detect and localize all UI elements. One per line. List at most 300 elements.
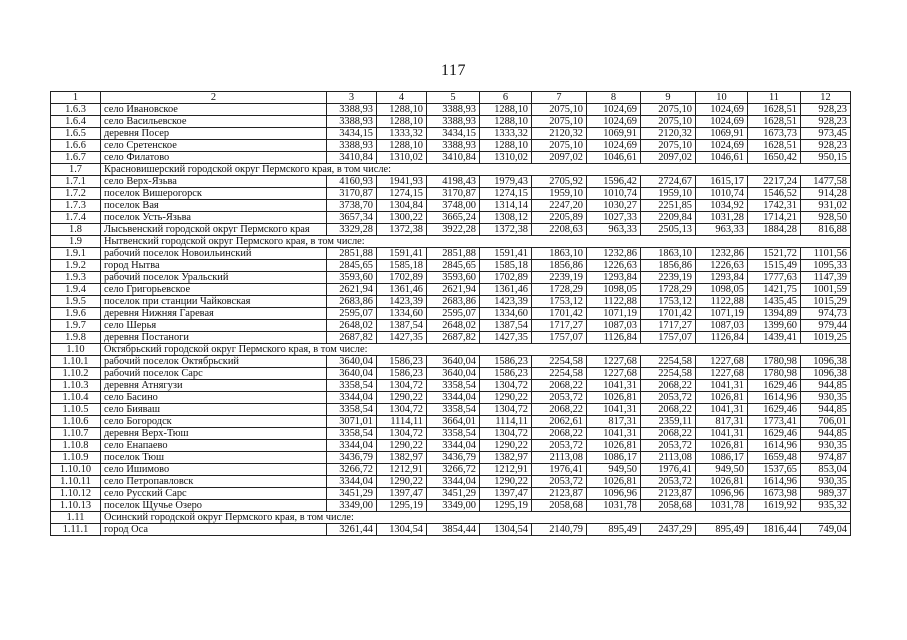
settlement-name: деревня Нижняя Гаревая: [101, 308, 327, 320]
value-cell-col-12: 928,23: [801, 104, 851, 116]
value-cell-col-12: 979,44: [801, 320, 851, 332]
settlement-name: Лысьвенский городской округ Пермского края: [101, 224, 327, 236]
value-cell-col-9: 2053,72: [641, 440, 696, 452]
value-cell-col-5: 3344,04: [427, 476, 480, 488]
value-cell-col-11: 1399,60: [748, 320, 801, 332]
value-cell-col-3: 3640,04: [327, 356, 377, 368]
value-cell-col-9: 1976,41: [641, 464, 696, 476]
settlement-name: село Ишимово: [101, 464, 327, 476]
table-row: [51, 332, 851, 344]
value-cell-col-5: 3344,04: [427, 392, 480, 404]
value-cell-col-7: 2075,10: [532, 116, 587, 128]
value-cell-col-12: 930,35: [801, 476, 851, 488]
row-code: 1.10.1: [51, 356, 101, 368]
value-cell-col-6: 1586,23: [480, 356, 532, 368]
value-cell-col-7: 2123,87: [532, 488, 587, 500]
row-code: 1.11: [51, 512, 101, 524]
value-cell-col-10: 1126,84: [696, 332, 748, 344]
value-cell-col-12: 853,04: [801, 464, 851, 476]
value-cell-col-3: 3388,93: [327, 104, 377, 116]
value-cell-col-4: 1586,23: [377, 356, 427, 368]
value-cell-col-7: 2239,19: [532, 272, 587, 284]
column-number-1: 1: [51, 92, 101, 104]
value-cell-col-5: 3266,72: [427, 464, 480, 476]
value-cell-col-5: 2621,94: [427, 284, 480, 296]
row-code: 1.6.5: [51, 128, 101, 140]
value-cell-col-12: 1096,38: [801, 356, 851, 368]
value-cell-col-9: 2120,32: [641, 128, 696, 140]
table-row: [51, 488, 851, 500]
value-cell-col-12: 973,45: [801, 128, 851, 140]
value-cell-col-7: 2120,32: [532, 128, 587, 140]
value-cell-col-6: 1314,14: [480, 200, 532, 212]
value-cell-col-7: 1728,29: [532, 284, 587, 296]
value-cell-col-9: 1717,27: [641, 320, 696, 332]
value-cell-col-7: 2068,22: [532, 404, 587, 416]
value-cell-col-6: 1288,10: [480, 104, 532, 116]
value-cell-col-6: 1427,35: [480, 332, 532, 344]
settlement-name: село Шерья: [101, 320, 327, 332]
row-code: 1.10: [51, 344, 101, 356]
value-cell-col-8: 949,50: [587, 464, 641, 476]
column-number-12: 12: [801, 92, 851, 104]
value-cell-col-4: 1300,22: [377, 212, 427, 224]
section-row: [51, 236, 851, 248]
value-cell-col-8: 1027,33: [587, 212, 641, 224]
value-cell-col-7: 2705,92: [532, 176, 587, 188]
column-number-row: [51, 92, 851, 104]
value-cell-col-11: 1629,46: [748, 380, 801, 392]
value-cell-col-8: 1086,17: [587, 452, 641, 464]
value-cell-col-10: 1293,84: [696, 272, 748, 284]
value-cell-col-12: 706,01: [801, 416, 851, 428]
value-cell-col-6: 1361,46: [480, 284, 532, 296]
value-cell-col-8: 1293,84: [587, 272, 641, 284]
row-code: 1.7: [51, 164, 101, 176]
value-cell-col-8: 1031,78: [587, 500, 641, 512]
section-title: Октябрьский городской округ Пермского края, в том числе:: [101, 344, 851, 356]
value-cell-col-12: 816,88: [801, 224, 851, 236]
row-code: 1.9.3: [51, 272, 101, 284]
value-cell-col-4: 1290,22: [377, 440, 427, 452]
settlement-name: поселок Тюш: [101, 452, 327, 464]
value-cell-col-12: 974,87: [801, 452, 851, 464]
value-cell-col-5: 3664,01: [427, 416, 480, 428]
row-code: 1.9.6: [51, 308, 101, 320]
row-code: 1.6.6: [51, 140, 101, 152]
value-cell-col-12: 1147,39: [801, 272, 851, 284]
value-cell-col-8: 1227,68: [587, 368, 641, 380]
value-cell-col-11: 1628,51: [748, 104, 801, 116]
value-cell-col-3: 3358,54: [327, 404, 377, 416]
value-cell-col-8: 1226,63: [587, 260, 641, 272]
value-cell-col-9: 1701,42: [641, 308, 696, 320]
table-row: [51, 116, 851, 128]
value-cell-col-7: 1863,10: [532, 248, 587, 260]
value-cell-col-5: 3854,44: [427, 524, 480, 536]
value-cell-col-5: 3748,00: [427, 200, 480, 212]
value-cell-col-4: 1397,47: [377, 488, 427, 500]
value-cell-col-9: 2068,22: [641, 404, 696, 416]
value-cell-col-6: 1295,19: [480, 500, 532, 512]
value-cell-col-9: 2724,67: [641, 176, 696, 188]
value-cell-col-4: 1361,46: [377, 284, 427, 296]
value-cell-col-8: 1227,68: [587, 356, 641, 368]
value-cell-col-12: 974,73: [801, 308, 851, 320]
value-cell-col-8: 1041,31: [587, 404, 641, 416]
value-cell-col-4: 1304,54: [377, 524, 427, 536]
value-cell-col-5: 2595,07: [427, 308, 480, 320]
value-cell-col-5: 2851,88: [427, 248, 480, 260]
value-cell-col-8: 1098,05: [587, 284, 641, 296]
settlement-name: деревня Атнягузи: [101, 380, 327, 392]
value-cell-col-11: 1742,31: [748, 200, 801, 212]
settlement-name: село Верх-Язьва: [101, 176, 327, 188]
value-cell-col-12: 1096,38: [801, 368, 851, 380]
value-cell-col-8: 1024,69: [587, 104, 641, 116]
value-cell-col-10: 1046,61: [696, 152, 748, 164]
row-code: 1.10.8: [51, 440, 101, 452]
settlement-name: рабочий поселок Сарс: [101, 368, 327, 380]
table-row: [51, 200, 851, 212]
value-cell-col-10: 1098,05: [696, 284, 748, 296]
settlement-name: село Ивановское: [101, 104, 327, 116]
value-cell-col-7: 2254,58: [532, 368, 587, 380]
value-cell-col-3: 3344,04: [327, 392, 377, 404]
value-cell-col-6: 1334,60: [480, 308, 532, 320]
column-number-10: 10: [696, 92, 748, 104]
value-cell-col-10: 1615,17: [696, 176, 748, 188]
value-cell-col-11: 1780,98: [748, 356, 801, 368]
value-cell-col-7: 2062,61: [532, 416, 587, 428]
table-row: [51, 224, 851, 236]
value-cell-col-3: 3170,87: [327, 188, 377, 200]
value-cell-col-3: 2687,82: [327, 332, 377, 344]
value-cell-col-7: 1717,27: [532, 320, 587, 332]
value-cell-col-5: 3640,04: [427, 356, 480, 368]
value-cell-col-3: 2683,86: [327, 296, 377, 308]
value-cell-col-11: 1816,44: [748, 524, 801, 536]
value-cell-col-11: 1780,98: [748, 368, 801, 380]
value-cell-col-8: 1122,88: [587, 296, 641, 308]
table-row: [51, 104, 851, 116]
settlement-name: село Васильевское: [101, 116, 327, 128]
value-cell-col-11: 1628,51: [748, 140, 801, 152]
section-title: Красновишерский городской округ Пермского края, в том числе:: [101, 164, 851, 176]
value-cell-col-12: 1095,33: [801, 260, 851, 272]
value-cell-col-10: 1041,31: [696, 404, 748, 416]
value-cell-col-7: 2053,72: [532, 476, 587, 488]
value-cell-col-10: 1227,68: [696, 356, 748, 368]
value-cell-col-10: 1010,74: [696, 188, 748, 200]
value-cell-col-10: 1031,28: [696, 212, 748, 224]
table-row: [51, 440, 851, 452]
row-code: 1.6.3: [51, 104, 101, 116]
settlement-name: деревня Постаноги: [101, 332, 327, 344]
value-cell-col-6: 1212,91: [480, 464, 532, 476]
value-cell-col-5: 3358,54: [427, 380, 480, 392]
table-row: [51, 152, 851, 164]
value-cell-col-3: 2648,02: [327, 320, 377, 332]
value-cell-col-4: 1304,72: [377, 380, 427, 392]
row-code: 1.10.10: [51, 464, 101, 476]
settlement-name: поселок Вая: [101, 200, 327, 212]
value-cell-col-12: 1019,25: [801, 332, 851, 344]
value-cell-col-10: 1041,31: [696, 428, 748, 440]
column-number-2: 2: [101, 92, 327, 104]
row-code: 1.7.1: [51, 176, 101, 188]
value-cell-col-7: 2075,10: [532, 104, 587, 116]
value-cell-col-6: 1372,38: [480, 224, 532, 236]
settlement-name: поселок Щучье Озеро: [101, 500, 327, 512]
table-row: [51, 272, 851, 284]
value-cell-col-12: 931,02: [801, 200, 851, 212]
value-cell-col-6: 1274,15: [480, 188, 532, 200]
value-cell-col-11: 1614,96: [748, 476, 801, 488]
value-cell-col-5: 3451,29: [427, 488, 480, 500]
value-cell-col-8: 817,31: [587, 416, 641, 428]
value-cell-col-3: 3349,00: [327, 500, 377, 512]
value-cell-col-3: 3410,84: [327, 152, 377, 164]
value-cell-col-3: 2621,94: [327, 284, 377, 296]
value-cell-col-12: 1015,29: [801, 296, 851, 308]
value-cell-col-7: 2247,20: [532, 200, 587, 212]
value-cell-col-3: 4160,93: [327, 176, 377, 188]
value-cell-col-6: 1308,12: [480, 212, 532, 224]
value-cell-col-10: 1122,88: [696, 296, 748, 308]
value-cell-col-3: 3358,54: [327, 380, 377, 392]
value-cell-col-10: 1031,78: [696, 500, 748, 512]
value-cell-col-5: 3593,60: [427, 272, 480, 284]
value-cell-col-4: 1591,41: [377, 248, 427, 260]
value-cell-col-7: 2113,08: [532, 452, 587, 464]
value-cell-col-9: 2254,58: [641, 368, 696, 380]
settlement-name: село Филатово: [101, 152, 327, 164]
value-cell-col-4: 1310,02: [377, 152, 427, 164]
value-cell-col-11: 1884,28: [748, 224, 801, 236]
value-cell-col-12: 944,85: [801, 380, 851, 392]
value-cell-col-7: 2097,02: [532, 152, 587, 164]
value-cell-col-3: 2845,65: [327, 260, 377, 272]
row-code: 1.9.5: [51, 296, 101, 308]
value-cell-col-3: 3434,15: [327, 128, 377, 140]
settlement-name: село Петропавловск: [101, 476, 327, 488]
value-cell-col-10: 1026,81: [696, 392, 748, 404]
value-cell-col-9: 1757,07: [641, 332, 696, 344]
value-cell-col-4: 1304,72: [377, 404, 427, 416]
value-cell-col-4: 1387,54: [377, 320, 427, 332]
value-cell-col-11: 1619,92: [748, 500, 801, 512]
value-cell-col-12: 1001,59: [801, 284, 851, 296]
value-cell-col-4: 1288,10: [377, 140, 427, 152]
value-cell-col-10: 1034,92: [696, 200, 748, 212]
value-cell-col-4: 1333,32: [377, 128, 427, 140]
value-cell-col-11: 1629,46: [748, 404, 801, 416]
value-cell-col-4: 1382,97: [377, 452, 427, 464]
value-cell-col-9: 1863,10: [641, 248, 696, 260]
table-row: [51, 476, 851, 488]
value-cell-col-6: 1304,72: [480, 380, 532, 392]
value-cell-col-7: 1856,86: [532, 260, 587, 272]
table-row: [51, 500, 851, 512]
value-cell-col-5: 2683,86: [427, 296, 480, 308]
value-cell-col-3: 3593,60: [327, 272, 377, 284]
row-code: 1.9: [51, 236, 101, 248]
value-cell-col-3: 3657,34: [327, 212, 377, 224]
value-cell-col-8: 1026,81: [587, 392, 641, 404]
value-cell-col-12: 989,37: [801, 488, 851, 500]
value-cell-col-5: 3358,54: [427, 428, 480, 440]
value-cell-col-11: 1421,75: [748, 284, 801, 296]
table-row: [51, 128, 851, 140]
value-cell-col-9: 2068,22: [641, 428, 696, 440]
section-row: [51, 344, 851, 356]
value-cell-col-9: 2075,10: [641, 104, 696, 116]
value-cell-col-9: 2437,29: [641, 524, 696, 536]
value-cell-col-7: 2254,58: [532, 356, 587, 368]
column-number-9: 9: [641, 92, 696, 104]
value-cell-col-3: 3738,70: [327, 200, 377, 212]
value-cell-col-7: 2068,22: [532, 428, 587, 440]
row-code: 1.8: [51, 224, 101, 236]
value-cell-col-11: 1614,96: [748, 440, 801, 452]
value-cell-col-7: 2140,79: [532, 524, 587, 536]
settlement-name: город Нытва: [101, 260, 327, 272]
table-row: [51, 380, 851, 392]
value-cell-col-5: 3434,15: [427, 128, 480, 140]
value-cell-col-5: 3388,93: [427, 140, 480, 152]
value-cell-col-5: 3388,93: [427, 116, 480, 128]
value-cell-col-9: 1856,86: [641, 260, 696, 272]
value-cell-col-7: 1959,10: [532, 188, 587, 200]
value-cell-col-5: 3640,04: [427, 368, 480, 380]
value-cell-col-4: 1274,15: [377, 188, 427, 200]
settlement-name: рабочий поселок Уральский: [101, 272, 327, 284]
table-row: [51, 296, 851, 308]
column-number-8: 8: [587, 92, 641, 104]
value-cell-col-3: 2595,07: [327, 308, 377, 320]
value-cell-col-7: 2058,68: [532, 500, 587, 512]
value-cell-col-6: 1290,22: [480, 440, 532, 452]
value-cell-col-9: 2254,58: [641, 356, 696, 368]
section-row: [51, 512, 851, 524]
row-code: 1.7.2: [51, 188, 101, 200]
value-cell-col-10: 1071,19: [696, 308, 748, 320]
table-row: [51, 368, 851, 380]
settlement-name: поселок Вишерогорск: [101, 188, 327, 200]
value-cell-col-11: 1659,48: [748, 452, 801, 464]
table-body: [51, 92, 851, 536]
settlement-name: село Богородск: [101, 416, 327, 428]
value-cell-col-9: 2068,22: [641, 380, 696, 392]
value-cell-col-5: 3388,93: [427, 104, 480, 116]
table-row: [51, 320, 851, 332]
value-cell-col-12: 930,35: [801, 392, 851, 404]
value-cell-col-5: 2687,82: [427, 332, 480, 344]
value-cell-col-3: 3436,79: [327, 452, 377, 464]
column-number-5: 5: [427, 92, 480, 104]
value-cell-col-9: 2251,85: [641, 200, 696, 212]
row-code: 1.11.1: [51, 524, 101, 536]
settlement-name: село Русский Сарс: [101, 488, 327, 500]
value-cell-col-3: 3388,93: [327, 140, 377, 152]
value-cell-col-11: 1650,42: [748, 152, 801, 164]
row-code: 1.10.3: [51, 380, 101, 392]
value-cell-col-10: 1227,68: [696, 368, 748, 380]
value-cell-col-10: 1026,81: [696, 440, 748, 452]
value-cell-col-3: 3261,44: [327, 524, 377, 536]
value-cell-col-6: 1288,10: [480, 116, 532, 128]
value-cell-col-5: 3922,28: [427, 224, 480, 236]
table-row: [51, 308, 851, 320]
table-row: [51, 404, 851, 416]
value-cell-col-6: 1979,43: [480, 176, 532, 188]
value-cell-col-11: 1394,89: [748, 308, 801, 320]
value-cell-col-4: 1288,10: [377, 104, 427, 116]
value-cell-col-10: 1226,63: [696, 260, 748, 272]
value-cell-col-8: 1232,86: [587, 248, 641, 260]
value-cell-col-8: 1024,69: [587, 116, 641, 128]
value-cell-col-7: 2208,63: [532, 224, 587, 236]
table-row: [51, 212, 851, 224]
value-cell-col-4: 1702,89: [377, 272, 427, 284]
value-cell-col-11: 1537,65: [748, 464, 801, 476]
value-cell-col-12: 950,15: [801, 152, 851, 164]
section-title: Осинский городской округ Пермского края, в том числе:: [101, 512, 851, 524]
row-code: 1.6.4: [51, 116, 101, 128]
row-code: 1.6.7: [51, 152, 101, 164]
value-cell-col-8: 1596,42: [587, 176, 641, 188]
value-cell-col-5: 3665,24: [427, 212, 480, 224]
value-cell-col-6: 1387,54: [480, 320, 532, 332]
value-cell-col-11: 1515,49: [748, 260, 801, 272]
value-cell-col-8: 1026,81: [587, 440, 641, 452]
value-cell-col-4: 1334,60: [377, 308, 427, 320]
value-cell-col-9: 2359,11: [641, 416, 696, 428]
value-cell-col-8: 1087,03: [587, 320, 641, 332]
table-row: [51, 188, 851, 200]
column-number-7: 7: [532, 92, 587, 104]
value-cell-col-10: 949,50: [696, 464, 748, 476]
value-cell-col-5: 3170,87: [427, 188, 480, 200]
value-cell-col-8: 895,49: [587, 524, 641, 536]
value-cell-col-3: 3266,72: [327, 464, 377, 476]
settlement-name: город Оса: [101, 524, 327, 536]
value-cell-col-11: 1521,72: [748, 248, 801, 260]
row-code: 1.10.5: [51, 404, 101, 416]
value-cell-col-6: 1304,72: [480, 428, 532, 440]
value-cell-col-4: 1290,22: [377, 476, 427, 488]
value-cell-col-7: 1701,42: [532, 308, 587, 320]
value-cell-col-12: 928,50: [801, 212, 851, 224]
value-cell-col-7: 2053,72: [532, 392, 587, 404]
value-cell-col-3: 3640,04: [327, 368, 377, 380]
value-cell-col-6: 1333,32: [480, 128, 532, 140]
value-cell-col-9: 2505,13: [641, 224, 696, 236]
value-cell-col-9: 1959,10: [641, 188, 696, 200]
table-row: [51, 248, 851, 260]
value-cell-col-9: 2075,10: [641, 116, 696, 128]
value-cell-col-11: 2217,24: [748, 176, 801, 188]
settlement-name: село Сретенское: [101, 140, 327, 152]
value-cell-col-9: 2123,87: [641, 488, 696, 500]
value-cell-col-4: 1295,19: [377, 500, 427, 512]
table-row: [51, 284, 851, 296]
row-code: 1.7.3: [51, 200, 101, 212]
value-cell-col-6: 1304,72: [480, 404, 532, 416]
value-cell-col-4: 1423,39: [377, 296, 427, 308]
value-cell-col-9: 1753,12: [641, 296, 696, 308]
